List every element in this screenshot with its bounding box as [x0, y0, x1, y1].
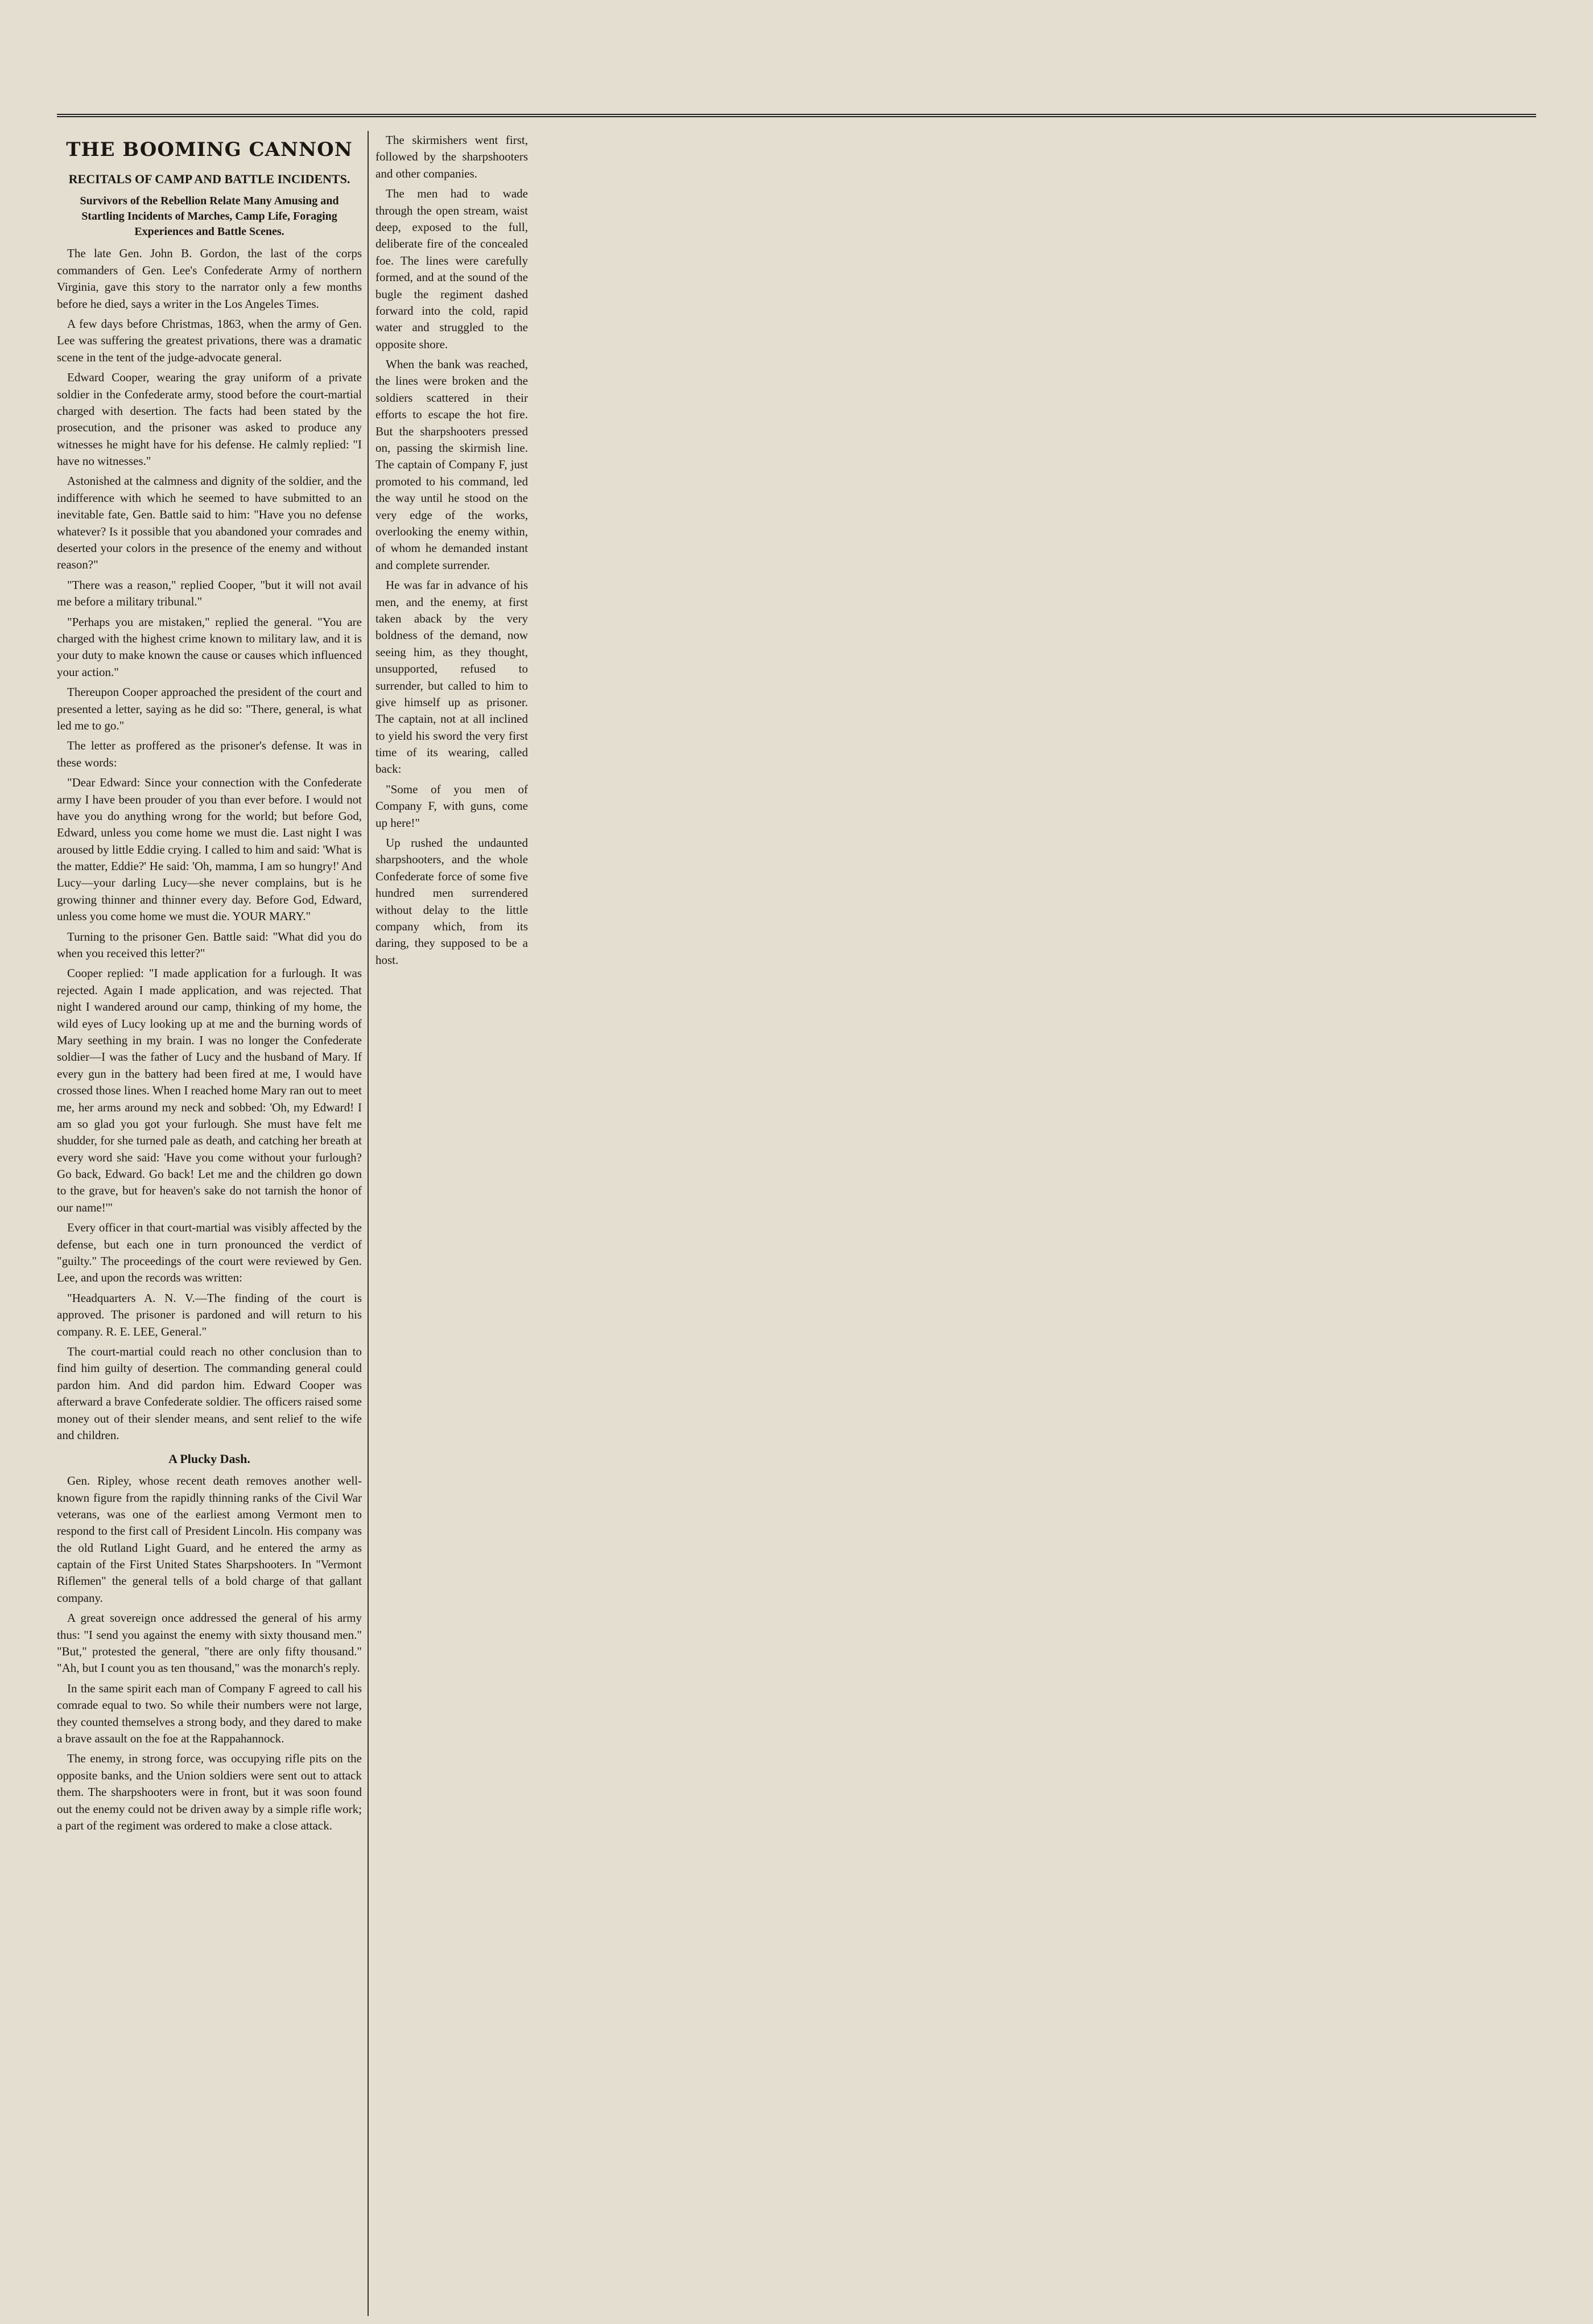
column-rule — [368, 131, 369, 2316]
paragraph: Thereupon Cooper approached the president of the court and presented a letter, saying as he did so: "There, general, is what led me to go." — [57, 685, 362, 732]
paragraph: "There was a reason," replied Cooper, "but it will not avail me before a military tribunal." — [57, 578, 362, 609]
paragraph: Astonished at the calmness and dignity of the soldier, and the indifference with which he seemed to have submitted to an inevitable fate, Gen. Battle said to him: "Have you no defense whatever? Is it possible that you abandoned your comrades and deserted your colors in the presence of the enemy and without reason?" — [57, 474, 362, 572]
column-2 — [375, 132, 528, 2317]
subhead-recitals: RECITALS OF CAMP AND BATTLE INCIDENTS. — [68, 171, 350, 186]
paragraph: Up rushed the undaunted sharpshooters, and the whole Confederate force of some five hundred men surrendered without delay to the little company which, from its daring, they supposed to be a host. — [375, 836, 528, 967]
paragraph: A great sovereign once addressed the general of his army thus: "I send you against the enemy with sixty thousand men." "But," protested the general, "there are only fifty thousand." "Ah, but I count you as ten thousand," was the monarch's reply. — [57, 1611, 362, 1675]
paragraph: Every officer in that court-martial was visibly affected by the defense, but each one in turn pronounced the verdict of "guilty." The proceedings of the court were reviewed by Gen. Lee, and upon the records was written: — [57, 1221, 362, 1285]
paragraph: He was far in advance of his men, and the enemy, at first taken aback by the very boldness of the demand, now seeing him, as they thought, unsupported, refused to surrender, but called to him to give himself up as prisoner. The captain, not at all inclined to yield his sword the very first time of its wearing, called back: — [375, 578, 528, 776]
paragraph: "Dear Edward: Since your connection with the Confederate army I have been prouder of you than ever before. I would not have you do anything wrong for the world; but before God, Edward, unless you come home we must die. Last night I was aroused by little Eddie crying. I called to him and said: 'What is the matter, Eddie?' He said: 'Oh, mamma, I am so hungry!' And Lucy—your darling Lucy—she never complains, but is he growing thinner and thinner every day. Before God, Edward, unless you come home we must die. YOUR MARY." — [57, 776, 362, 924]
paragraph: Cooper replied: "I made application for a furlough. It was rejected. Again I made application, and was rejected. That night I wandered around our camp, thinking of my home, the wild eyes of Lucy looking up at me and the burning words of Mary seething in my brain. I was no longer the Confederate soldier—I was the father of Lucy and the husband of Mary. If every gun in the battery had been fired at me, I would have crossed those lines. When I reached home Mary ran out to meet me, her arms around my neck and sobbed: 'Oh, my Edward! I am so glad you got your furlough. She must have felt me shudder, for she turned pale as death, and catching her breath at every word she said: 'Have you come without your furlough? Go back, Edward. Go back! Let me and the children go down to the grave, but for heaven's sake do not tarnish the honor of our name!'" — [57, 966, 362, 1214]
subhead-plucky-dash: A Plucky Dash. — [168, 1452, 250, 1466]
masthead-rule — [57, 114, 1536, 117]
paragraph: The late Gen. John B. Gordon, the last of the corps commanders of Gen. Lee's Confederate Army of northern Virginia, gave this story to the narrator only a few months before he died, says a writer in the Los Angeles Times. — [57, 246, 362, 311]
paragraph: In the same spirit each man of Company F agreed to call his comrade equal to two. So while their numbers were not large, they counted themselves a strong body, and they dared to make a brave assault on the foe at the Rappahannock. — [57, 1681, 362, 1745]
paragraph: Turning to the prisoner Gen. Battle said: "What did you do when you received this letter?" — [57, 929, 362, 961]
paragraph: The court-martial could reach no other conclusion than to find him guilty of desertion. The commanding general could pardon him. And did pardon him. Edward Cooper was afterward a brave Confederate soldier. The officers raised some money out of their slender means, and sent relief to the wife and children. — [57, 1345, 362, 1442]
paragraph: A few days before Christmas, 1863, when the army of Gen. Lee was suffering the greatest privations, there was a dramatic scene in the tent of the judge-advocate general. — [57, 316, 362, 364]
column-1 — [57, 132, 362, 2317]
paragraph: The enemy, in strong force, was occupying rifle pits on the opposite banks, and the Union soldiers were sent out to attack them. The sharpshooters were in front, but it was soon found out the enemy could not be driven away by a simple rifle work; a part of the regiment was ordered to make a close attack. — [57, 1752, 362, 1832]
paragraph: Gen. Ripley, whose recent death removes another well-known figure from the rapidly thinning ranks of the Civil War veterans, was one of the earliest among Vermont men to respond to the first call of President Lincoln. His company was the old Rutland Light Guard, and he entered the army as captain of the First United States Sharpshooters. In "Vermont Riflemen" the general tells of a bold charge of that gallant company. — [57, 1474, 362, 1605]
paragraph: "Some of you men of Company F, with guns, come up here!" — [375, 782, 528, 830]
paragraph: When the bank was reached, the lines were broken and the soldiers scattered in their efforts to escape the hot fire. But the sharpshooters pressed on, passing the skirmish line. The captain of Company F, just promoted to his command, led the way until he stood on the very edge of the works, overlooking the enemy within, of whom he demanded instant and complete surrender. — [375, 357, 528, 572]
paragraph: The men had to wade through the open stream, waist deep, exposed to the full, deliberate fire of the concealed foe. The lines were carefully formed, and at the sound of the bugle the regiment dashed forward into the cold, rapid water and struggled to the opposite shore. — [375, 187, 528, 351]
paragraph: The skirmishers went first, followed by the sharpshooters and other companies. — [375, 133, 528, 180]
paragraph: "Headquarters A. N. V.—The finding of the court is approved. The prisoner is pardoned and will return to his company. R. E. LEE, General." — [57, 1291, 362, 1338]
deck-survivors: Survivors of the Rebellion Relate Many Amusing and Startling Incidents of Marches, Camp Life, Foraging Experiences and Battle Scenes. — [80, 195, 339, 238]
paragraph: "Perhaps you are mistaken," replied the general. "You are charged with the highest crime known to military law, and it is your duty to make known the cause or causes which influenced your action." — [57, 615, 362, 679]
headline-booming-cannon: THE BOOMING CANNON — [66, 138, 353, 161]
paragraph: The letter as proffered as the prisoner's defense. It was in these words: — [57, 739, 362, 769]
paragraph: Edward Cooper, wearing the gray uniform of a private soldier in the Confederate army, stood before the court-martial charged with desertion. The facts had been stated by the prosecution, and the prisoner was asked to produce any witnesses he might have for his defense. He calmly replied: "I have no witnesses." — [57, 370, 362, 468]
